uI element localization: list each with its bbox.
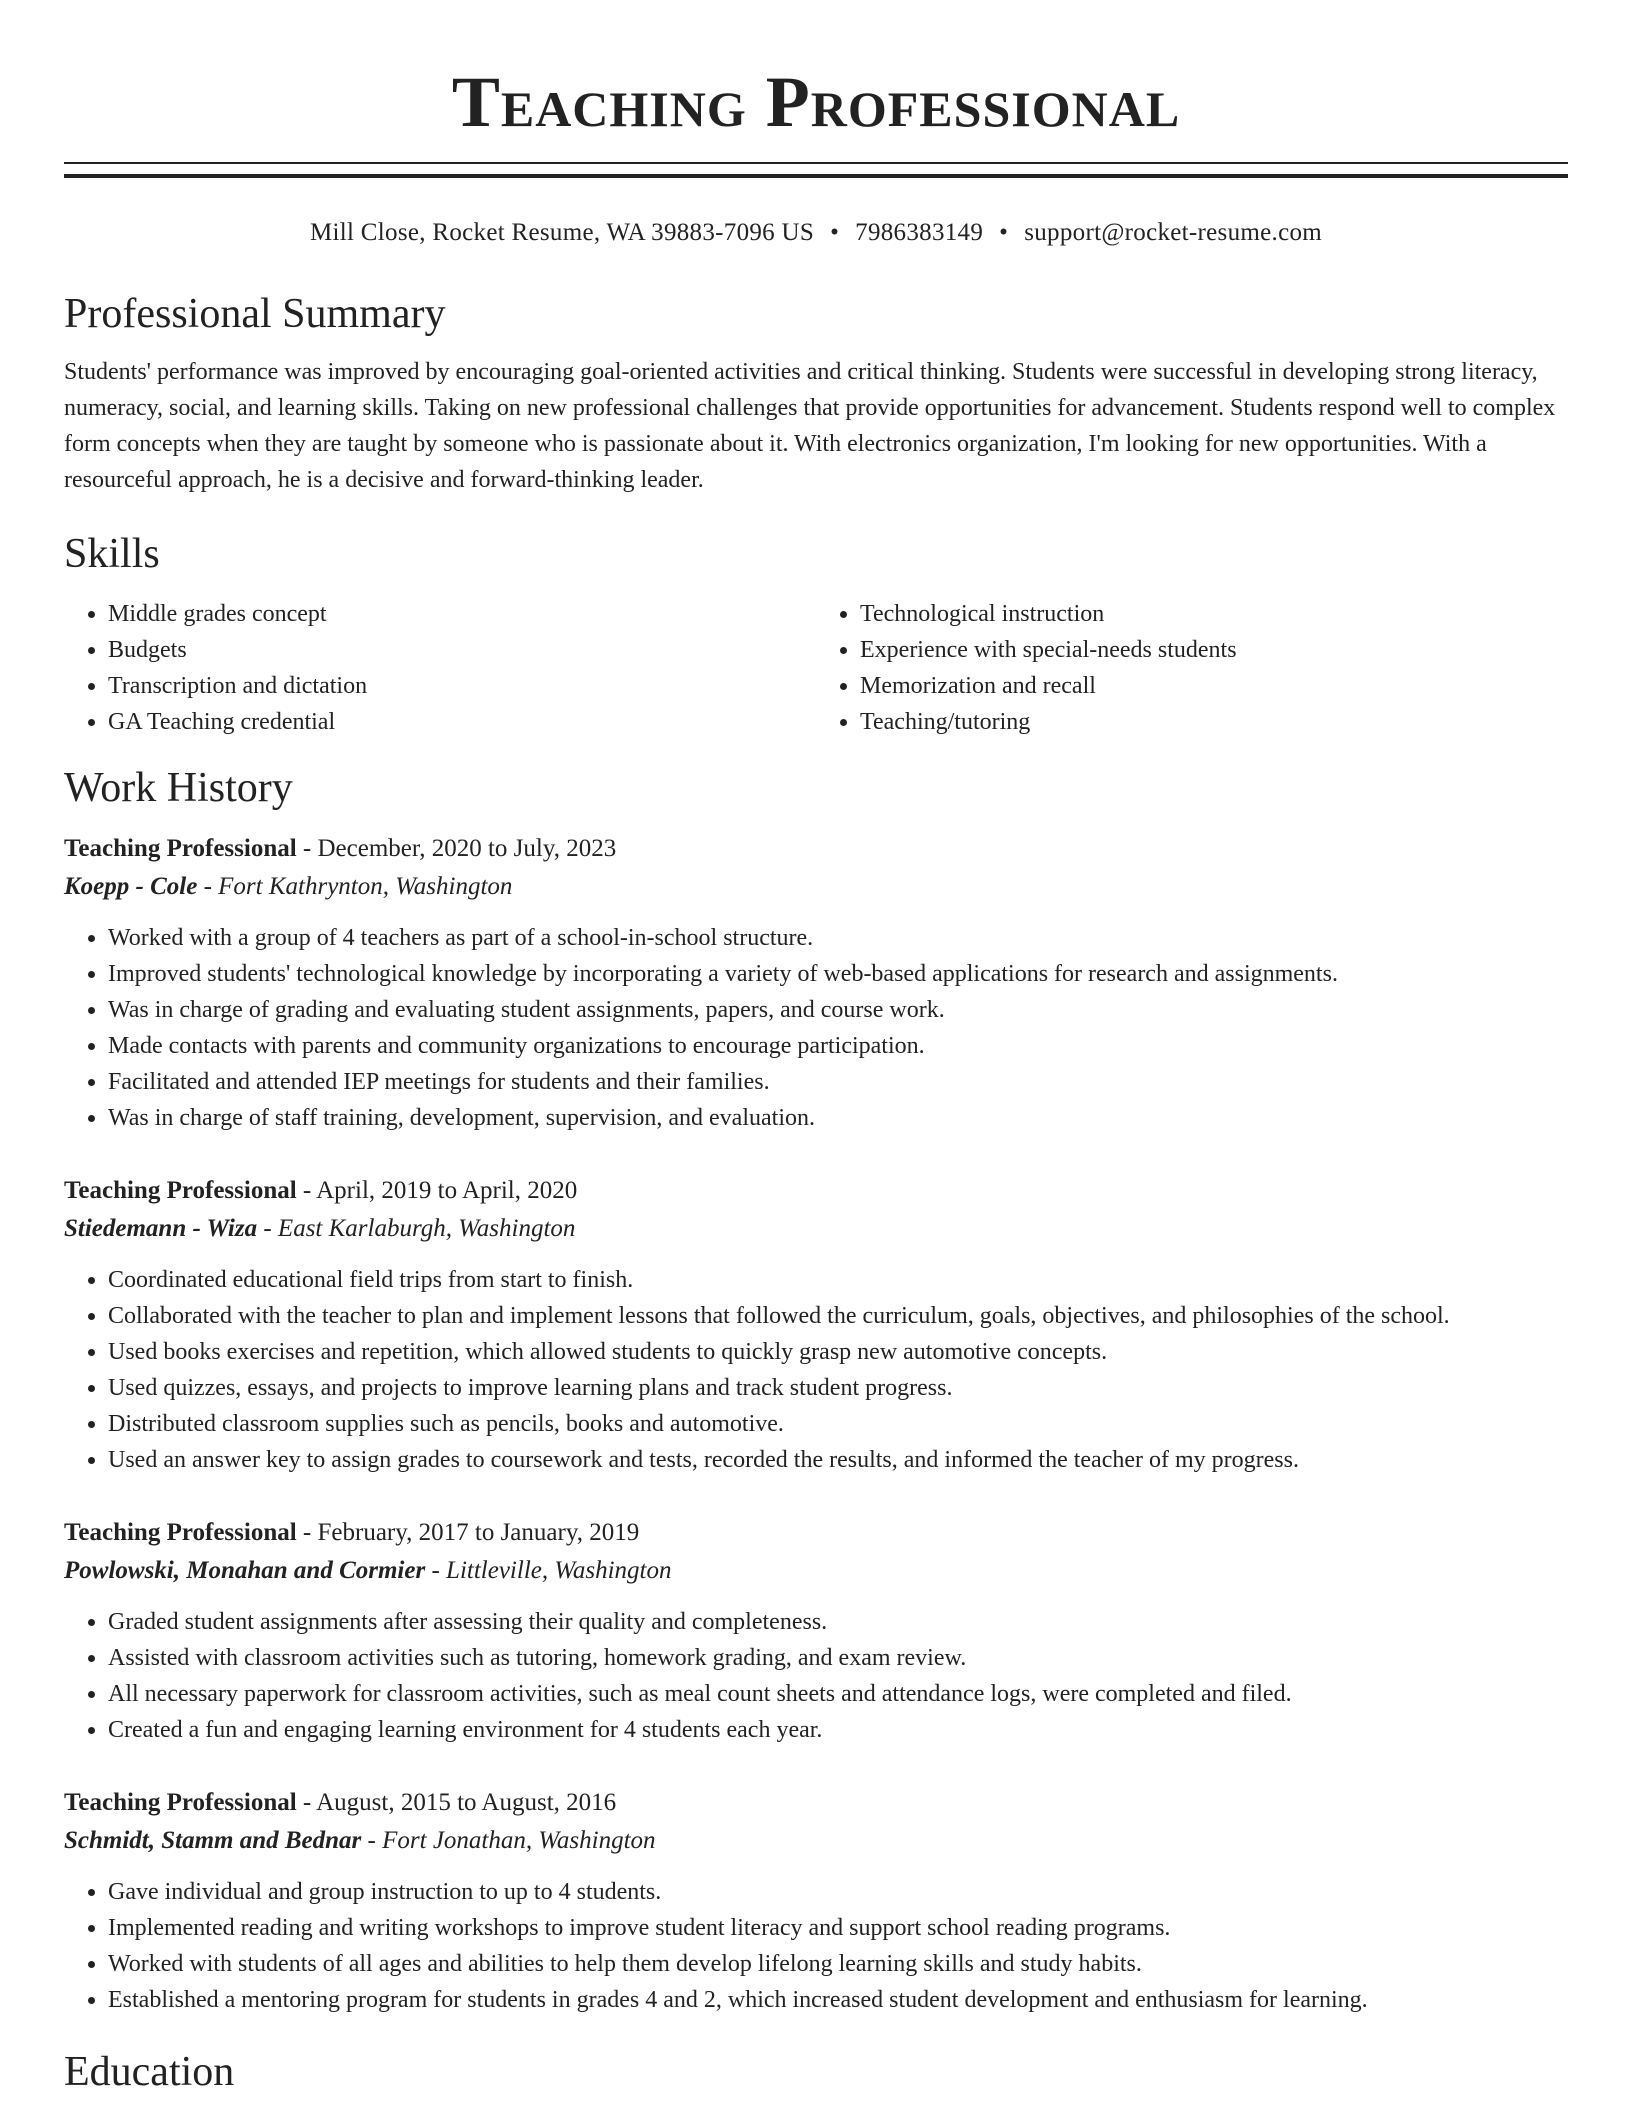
job-bullet: • Improved students' technological knowledge by incorporating a variety of web-based applications for research and assignments. xyxy=(108,956,1568,992)
job-bullet: • Worked with a group of 4 teachers as part of a school-in-school structure. xyxy=(108,920,1568,956)
job-dates: - April, 2019 to April, 2020 xyxy=(296,1177,578,1204)
skill-item: • Technological instruction xyxy=(860,596,1568,632)
job-company-line xyxy=(64,1822,1568,1860)
job-dates: - August, 2015 to August, 2016 xyxy=(296,1789,617,1816)
skill-item: • Middle grades concept xyxy=(108,596,816,632)
skill-item: • Memorization and recall xyxy=(860,668,1568,704)
job-company-line xyxy=(64,1210,1568,1248)
job-bullet: • Facilitated and attended IEP meetings for students and their families. xyxy=(108,1064,1568,1100)
resume-content xyxy=(64,0,1568,2096)
job-bullet: • Was in charge of staff training, development, supervision, and evaluation. xyxy=(108,1100,1568,1136)
job-header xyxy=(64,1172,1568,1210)
contact-line xyxy=(64,218,1568,248)
section-title-skills: Skills xyxy=(64,531,160,577)
section-title-education: Education xyxy=(64,2049,235,2095)
contact-email: support@rocket-resume.com xyxy=(1024,219,1323,246)
job-header xyxy=(64,1784,1568,1822)
job-role: Teaching Professional xyxy=(64,1519,297,1546)
job-bullet: • Collaborated with the teacher to plan and implement lessons that followed the curriculum, goals, objectives, and philosophies of the school. xyxy=(108,1298,1568,1334)
job-bullet: • Created a fun and engaging learning environment for 4 students each year. xyxy=(108,1712,1568,1748)
job-entry xyxy=(64,1172,1568,1478)
contact-separator: • xyxy=(830,219,840,246)
job-company-line xyxy=(64,868,1568,906)
header-divider xyxy=(64,162,1568,178)
job-bullet: • Made contacts with parents and community organizations to encourage participation. xyxy=(108,1028,1568,1064)
skill-item: • Teaching/tutoring xyxy=(860,704,1568,740)
job-entry xyxy=(64,1514,1568,1748)
job-bullet: • Coordinated educational field trips from start to finish. xyxy=(108,1262,1568,1298)
job-entry xyxy=(64,830,1568,1136)
job-bullet: • Was in charge of grading and evaluating student assignments, papers, and course work. xyxy=(108,992,1568,1028)
job-role: Teaching Professional xyxy=(64,1177,297,1204)
job-bullet: • Distributed classroom supplies such as pencils, books and automotive. xyxy=(108,1406,1568,1442)
job-bullet: • Used books exercises and repetition, which allowed students to quickly grasp new automotive concepts. xyxy=(108,1334,1568,1370)
contact-separator: • xyxy=(999,219,1009,246)
job-bullets xyxy=(64,1604,1568,1748)
skills-column-right xyxy=(816,596,1568,740)
job-dates: - February, 2017 to January, 2019 xyxy=(296,1519,640,1546)
skill-item: • Budgets xyxy=(108,632,816,668)
job-bullet: • Assisted with classroom activities such as tutoring, homework grading, and exam review. xyxy=(108,1640,1568,1676)
job-header xyxy=(64,1514,1568,1552)
job-bullet: • Used quizzes, essays, and projects to improve learning plans and track student progress. xyxy=(108,1370,1568,1406)
skills-list xyxy=(64,596,1568,740)
job-header xyxy=(64,830,1568,868)
section-title-summary: Professional Summary xyxy=(64,291,446,337)
job-role: Teaching Professional xyxy=(64,1789,297,1816)
summary-text: Students' performance was improved by encouraging goal-oriented activities and critical thinking. Students were successful in developing strong literacy, numeracy, social, and learning skills. Taking on new professional challenges that provide opportunities for advancement. Students respond well to complex form concepts when they are taught by someone who is passionate about it. With electronics organization, I'm looking for new opportunities. With a resourceful approach, he is a decisive and forward-thinking leader. xyxy=(64,359,1556,493)
job-location: - Littleville, Washington xyxy=(425,1557,672,1584)
skill-item: • GA Teaching credential xyxy=(108,704,816,740)
job-role: Teaching Professional xyxy=(64,835,297,862)
job-bullets xyxy=(64,1262,1568,1478)
job-company: Powlowski, Monahan and Cormier xyxy=(64,1557,426,1584)
contact-address: Mill Close, Rocket Resume, WA 39883-7096 US xyxy=(309,219,815,246)
section-title-work-history: Work History xyxy=(64,765,293,811)
contact-phone: 7986383149 xyxy=(855,219,984,246)
job-bullet: • Established a mentoring program for students in grades 4 and 2, which increased student development and enthusiasm for learning. xyxy=(108,1982,1568,2018)
job-company-line xyxy=(64,1552,1568,1590)
resume-name: Teaching Professional xyxy=(451,62,1181,142)
job-location: - East Karlaburgh, Washington xyxy=(257,1215,576,1242)
job-bullet: • All necessary paperwork for classroom activities, such as meal count sheets and attendance logs, were completed and filed. xyxy=(108,1676,1568,1712)
job-company: Koepp - Cole xyxy=(64,873,198,900)
job-bullet: • Used an answer key to assign grades to coursework and tests, recorded the results, and informed the teacher of my progress. xyxy=(108,1442,1568,1478)
job-bullets xyxy=(64,1874,1568,2018)
job-bullet: • Gave individual and group instruction to up to 4 students. xyxy=(108,1874,1568,1910)
skill-item: • Experience with special-needs students xyxy=(860,632,1568,668)
job-entry xyxy=(64,1784,1568,2018)
job-bullet: • Worked with students of all ages and abilities to help them develop lifelong learning skills and study habits. xyxy=(108,1946,1568,1982)
job-bullets xyxy=(64,920,1568,1136)
skill-item: • Transcription and dictation xyxy=(108,668,816,704)
job-company: Schmidt, Stamm and Bednar xyxy=(64,1827,362,1854)
job-location: - Fort Jonathan, Washington xyxy=(361,1827,656,1854)
job-location: - Fort Kathrynton, Washington xyxy=(197,873,513,900)
job-bullet: • Implemented reading and writing workshops to improve student literacy and support school reading programs. xyxy=(108,1910,1568,1946)
job-company: Stiedemann - Wiza xyxy=(64,1215,258,1242)
skills-column-left xyxy=(64,596,816,740)
job-dates: - December, 2020 to July, 2023 xyxy=(296,835,617,862)
job-bullet: • Graded student assignments after assessing their quality and completeness. xyxy=(108,1604,1568,1640)
